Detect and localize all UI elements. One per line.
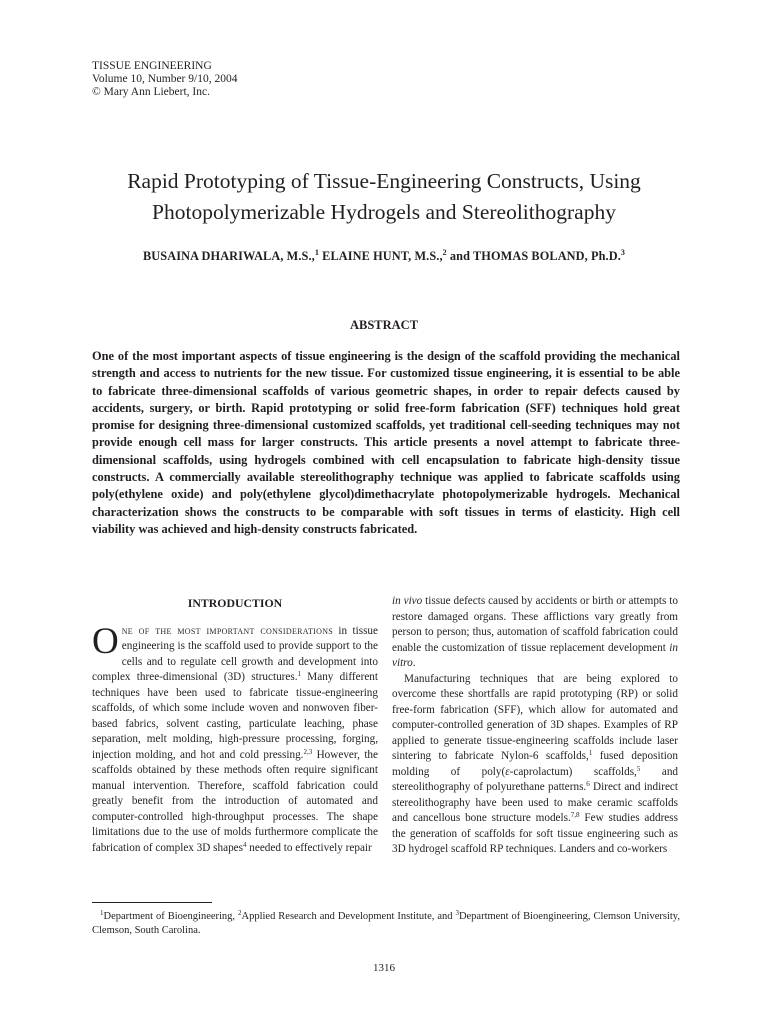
introduction-heading: INTRODUCTION — [187, 596, 283, 610]
intro-paragraph-1 — [92, 620, 378, 857]
italic-term: ε — [505, 765, 510, 778]
intro-text: However, the scaffolds obtained by these methods often require significant manual intervention. Therefore, scaffold fabrication could greatly benefit from the introduction of automated and computer-controlled high-throughput processes. The shape limitations due to the use of molds furthermore complicate the fabrication of complex 3D shapes — [92, 748, 378, 854]
page-number: 1316 — [373, 962, 395, 974]
author-name: BUSAINA DHARIWALA, M.S., — [143, 249, 315, 263]
intro-text: -caprolactum) scaffolds, — [509, 765, 637, 778]
abstract-text: One of the most important aspects of tissue engineering is the design of the scaffold providing the mechanical strength and access to nutrients for the new tissue. For customized tissue engineering, it is essential to be able to fabricate three-dimensional scaffolds of various geometric shapes, in order to repair defects caused by accidents, surgery, or birth. Rapid prototyping or solid free-form fabrication (SFF) techniques hold great promise for designing three-dimensional customized scaffolds, yet traditional cell-seeding techniques may not provide enough cell mass for larger constructs. This article presents a novel attempt to fabricate three-dimensional scaffolds, using hydrogels combined with cell encapsulation to fabricate high-density tissue constructs. A commercially available stereolithography technique was applied to fabricate scaffolds using poly(ethylene oxide) and poly(ethylene glycol)dimethacrylate photopolymerizable hydrogels. Mechanical characterization shows the constructs to be comparable with soft tissues in terms of elasticity. High cell viability was achieved and high-density constructs fabricated. — [92, 349, 680, 536]
citation: 5 — [636, 764, 641, 773]
citation: 7,8 — [570, 811, 580, 819]
author-list — [60, 249, 708, 264]
journal-volume: Volume 10, Number 9/10, 2004 — [92, 73, 238, 85]
italic-term: in vivo — [392, 595, 423, 607]
intro-text: Manufacturing techniques that are being explored to overcome these shortfalls are rapid prototyping (RP) or solid free-form fabrication (SFF), which allow for automated and computer-controlled generation of 3D shapes. Examples of RP applied to generate tissue-engineering scaffolds include laser sintering to fabricate Nylon-6 scaffolds, — [392, 672, 678, 762]
intro-text: and stereolithography of polyurethane patterns. — [392, 765, 679, 793]
intro-text: tissue defects caused by accidents or birth or attempts to restore damaged organs. These afflictions vary greatly from person to person; thus, automation of scaffold fabrication could enable the customization of tissue replacement development — [392, 595, 678, 654]
journal-info — [92, 60, 237, 99]
abstract-heading: ABSTRACT — [349, 318, 419, 332]
footnote-mark: 3 — [455, 909, 459, 917]
intro-text: needed to effectively repair — [246, 841, 372, 854]
intro-paragraph-2 — [392, 672, 678, 858]
intro-text: Many different techniques have been used to fabricate tissue-engineering scaffolds, of which some include woven and nonwoven fiber-based fabrics, solvent casting, particulate leaching, phase separation, melt molding, high-pressure processing, forging, injection molding, and hot and cold pressing. — [92, 671, 378, 761]
author-name: ELAINE HUNT, M.S., — [322, 249, 443, 263]
citation: 1 — [588, 749, 593, 757]
citation: 6 — [586, 780, 590, 788]
intro-text: Few studies address the generation of scaffolds for soft tissue engineering such as 3D hydrogel scaffold RP techniques. Landers and co-workers — [392, 812, 678, 855]
intro-text: . — [412, 657, 416, 669]
intro-text: fused deposition molding of poly( — [392, 750, 678, 778]
author-affiliation: 1 — [314, 248, 319, 257]
intro-text: in tissue engineering is the scaffold used to provide support to the cells and to regulate cell growth and development into complex three-dimensional (3D) structures. — [92, 624, 378, 683]
journal-publisher: © Mary Ann Liebert, Inc. — [92, 86, 210, 98]
title-line-2: Photopolymerizable Hydrogels and Stereolithography — [152, 200, 616, 225]
author-affiliation: 3 — [620, 248, 625, 257]
opening-small-caps: ne of the most important considerations — [121, 624, 334, 637]
footnote-text: Department of Bioengineering, Clemson University, Clemson, South Carolina. — [92, 911, 680, 936]
citation: 2,3 — [303, 747, 313, 756]
paper-title — [60, 166, 708, 228]
author-affiliation: 2 — [442, 248, 447, 257]
affiliation-footnote — [92, 910, 680, 937]
journal-name: TISSUE ENGINEERING — [92, 60, 212, 72]
italic-term: in vitro — [392, 641, 678, 669]
citation: 4 — [242, 840, 247, 849]
intro-column-left — [92, 594, 378, 856]
footnote-mark: 1 — [100, 909, 104, 917]
title-line-1: Rapid Prototyping of Tissue-Engineering Constructs, Using — [127, 169, 641, 194]
author-name: THOMAS BOLAND, Ph.D. — [473, 249, 621, 263]
footnote-rule — [92, 902, 212, 903]
intro-column-right — [392, 594, 678, 858]
intro-paragraph-1-continued — [392, 594, 678, 672]
drop-cap: O — [92, 620, 119, 662]
footnote-text: Department of Bioengineering, — [103, 911, 239, 922]
citation: 1 — [297, 670, 302, 678]
footnote-text: Applied Research and Development Institute, and — [241, 911, 456, 922]
author-separator: and — [446, 249, 473, 263]
footnote-mark: 2 — [238, 909, 242, 917]
intro-text: Direct and indirect stereolithography have been used to make ceramic scaffolds and cancellous bone structure models. — [392, 781, 678, 824]
